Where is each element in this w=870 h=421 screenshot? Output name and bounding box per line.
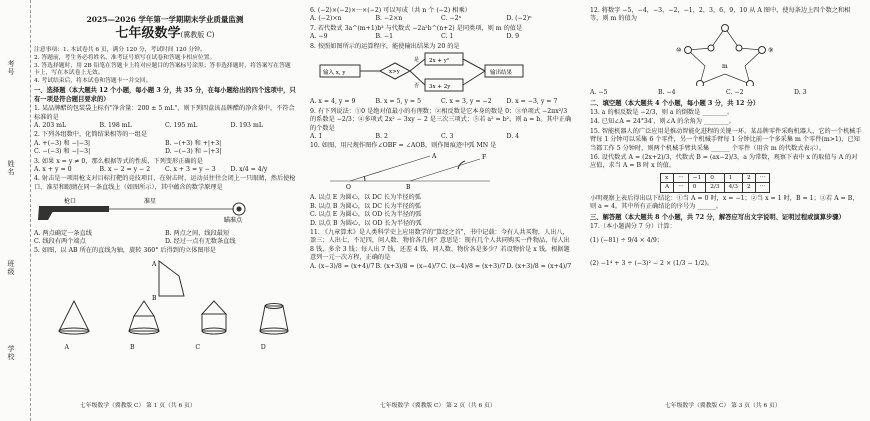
binding-label: 班级 xyxy=(7,260,15,276)
exam-title: 2025—2026 学年第一学期期末学业质量监测 xyxy=(86,15,244,24)
question-1: 1. 某品牌醋的包装袋上标有"净含量：200 ± 5 mL"，则下列四盒该品牌醋的净含量中，不符合标准的是 A. 203 mL B. 198 mL C. 195 mL D. 193 mL xyxy=(34,105,295,129)
page-footer: 七年级数学（冀教版 C） 第 3 页（共 6 页） xyxy=(665,403,781,409)
svg-text:否: 否 xyxy=(414,83,420,90)
question-9: 9. 有下列说法：①0 是绝对值最小的有理数；②相反数是它本身的数是 0；③单项式 −2πx²/3 的系数是 −2/3；④多项式 2x² − 3xy − 2 是三次三项式；⑤若 a² = b²，则 a = b。其中正确的个数是 A. 1 B. 2 C. 3 D. 4 xyxy=(310,107,572,141)
solid-figures xyxy=(34,256,294,341)
svg-text:m: m xyxy=(722,62,728,70)
question-3: 3. 如果 x = y ≠ 0，那么根据等式的性质，下列变形正确的是 A. x + y = 0 B. x − 2 = y − 2 C. x + 3 = y − 3 D. x/4 = 4/y xyxy=(34,157,268,174)
question-10: 10. 如图，用尺规作图作∠OBF = ∠AOB，则作图痕迹中弧 MN 是 O B A F A. 以点 E 为圆心，以 DC 长为半径的弧 B. 以点 B 为圆心，以 DC 长为半径的弧 C. 以点 E 为圆心，以 OD 长为半径的弧 D. 以点 B 为圆心，以 OD 长为半径的弧 xyxy=(310,142,572,227)
question-17-part-1: (1) (−81) ÷ 9/4 × 4/9； xyxy=(590,237,663,245)
svg-text:枪口: 枪口 xyxy=(64,198,77,206)
construction-figure xyxy=(310,151,550,191)
svg-text:准星: 准星 xyxy=(144,198,157,206)
page-2-column xyxy=(310,6,572,272)
page-1-column xyxy=(34,6,296,354)
svg-text:A: A xyxy=(432,152,437,160)
question-13: 13. a 的相反数是 −2/3，则 a 的倒数是 ________。 xyxy=(590,109,734,117)
question-12: 12. 将数字 −5，−4，−3，−2，−1，2，3，6，9，10 从 A 图中，使每条边上四个数之和相等，则 m 的值为 ⑩ ⑨ m A. −5 B. −4 C. −2 D. 3 xyxy=(590,7,862,98)
question-6: 6. (−2)×(−2)×···×(−2) 可以写成（共 n 个 (−2) 相乘） A. (−2)×n B. −2×n C. −2ⁿ D. (−2)ⁿ xyxy=(310,7,532,23)
question-7: 7. 若代数式 3a^(m+1)b³ 与代数式 −2a²b^(n+2) 是同类项，则 m 的值是 A. −9 B. −1 C. 1 D. 9 xyxy=(310,24,523,41)
svg-text:⑨: ⑨ xyxy=(768,46,774,54)
binding-label: 学校 xyxy=(7,345,15,361)
question-16: 16. 设代数式 A = (2x+2)/3，代数式 B = (ax−2)/3，a 为常数，观察下表中 x 的取值与 A 的对应值，求当 A = B 时 x 的值。 xyxy=(590,154,858,170)
question-15: 15. 智能机器人的广泛应用是推动智能化进程的关键一环。某品牌零件采购机器人，它的一个机械手臂每 1 分钟可以采集 6 个零件，另一个机械手臂每 1 分钟比前一个多采集 m 个零件(m>1)，已知当都工作 5 分钟时，则两个机械手臂共采集 ______ 个零件（用含 m 的代数式表示）。 xyxy=(590,127,862,152)
svg-text:F: F xyxy=(482,153,487,161)
question-11: 11. 《九章算术》是人类科学史上应用数学的"算经之首"，书中记载：今有人共买物，人出八，盈三；人出七，不足四，问人数、物价各几何？意思是：现有几个人共同购买一件物品，每人出 8 钱，多余 3 钱；每人出 7 钱，还差 4 钱，问人数、物价各是多少？若设物价是 x 钱，根据题意列一元一次方程，正确的是 A. (x−3)/8 = (x+4)/7 B. (x+3)/8 = (x−4)/7 C. (x−4)/8 = (x+3)/7 D. (x+3)/8 = (x+4)/7 xyxy=(310,228,572,270)
value-table: x ··· −1 0 1 2 ··· A ··· 0 2/3 4/3 2 ··· xyxy=(660,173,770,193)
svg-text:是: 是 xyxy=(414,57,420,64)
svg-text:2x + y²: 2x + y² xyxy=(429,58,450,65)
rifle-figure xyxy=(34,194,264,224)
svg-text:O: O xyxy=(346,183,351,191)
svg-text:输出结果: 输出结果 xyxy=(490,70,513,77)
question-16-conclusion: 小明观察上表后得出以下结论：①当 A = 0 时，x = −1；②当 x = 1 时，B = 1；③若 A = B，则 a = 4。其中所有正确结论的序号为 ______。 xyxy=(590,194,859,211)
binding-strip xyxy=(0,0,31,421)
svg-text:⑩: ⑩ xyxy=(676,46,682,54)
question-4: 4. 射击是一项用枪支对目标打靶的竞技项目，在射击时，运动员往往会闭上一只眼睛，然后使枪口、准星和眼睛在同一条直线上（如图所示），其中蕴含的数学原理是 枪口 准星 瞄准点 A. 两点确定一条直线 B. 两点之间，线段最短 C. 线段有两个端点 D. 经过一点有无数条直线 xyxy=(34,175,296,246)
question-17: 17.（本小题满分 7 分）计算： xyxy=(590,222,676,230)
binding-label: 姓名 xyxy=(7,160,15,176)
star-figure xyxy=(590,24,860,86)
svg-text:A: A xyxy=(152,260,157,268)
svg-text:输入 x, y: 输入 x, y xyxy=(323,70,346,77)
binding-label: 考号 xyxy=(7,60,15,76)
question-5: 5. 如图，以 AB 所在的直线为轴，旋转 360° 后得到的立体图形是 A B A B C D xyxy=(34,247,296,352)
page-footer: 七年级数学（冀教版 C） 第 1 页（共 6 页） xyxy=(80,403,196,409)
exam-notes: 注意事项：1. 本试卷共 6 页，满分 120 分，考试时间 120 分钟。 2. 答题前，考生务必将姓名、准考证号填写在试卷和答题卡相应位置。 3. 答选择题时，用 2B 铅笔在答题卡上将对应题目的答案标号涂黑；答非选择题时，将答案写在答题卡上，写在本试卷上无效。 4. 考试结束后，将本试卷和答题卡一并交回。 xyxy=(34,47,291,84)
subject-title: 七年级数学(冀教版 C) xyxy=(115,26,215,42)
question-17-part-2: (2) −1⁴ + 3 ÷ (−3)² − 2 × (1/3 − 1/2)。 xyxy=(590,259,714,267)
page-3-column xyxy=(590,6,862,269)
question-14: 14. 已知∠A = 24°34′，则∠A 的余角为 ________。 xyxy=(590,118,735,126)
svg-text:瞄准点: 瞄准点 xyxy=(224,217,243,225)
question-2: 2. 下列各组数中，化简结果相等的一组是 A. +(−3) 和 −|−3| B. −(+3) 和 +|+3| C. −(−3) 和 −|−3| D. −(−3) 和 −|+3| xyxy=(34,131,222,156)
svg-text:x>y: x>y xyxy=(389,69,400,76)
flowchart-figure xyxy=(310,51,550,95)
section-heading: 一、选择题（本大题共 12 个小题，每小题 3 分，共 35 分，在每小题给出的四个选项中，只有一项是符合题目要求的） xyxy=(34,87,296,103)
svg-text:B: B xyxy=(406,183,411,191)
page-footer: 七年级数学（冀教版 C） 第 2 页（共 6 页） xyxy=(380,403,496,409)
svg-text:3x + 2y: 3x + 2y xyxy=(429,84,451,91)
svg-text:B: B xyxy=(152,294,157,302)
section-heading: 三、解答题（本大题共 8 个小题，共 72 分，解答应写出文字说明、证明过程或演算步骤） xyxy=(590,213,845,221)
section-heading: 二、填空题（本大题共 4 个小题，每小题 3 分，共 12 分） xyxy=(590,99,760,107)
question-8: 8. 按照如图所示的运算程序，能使输出结果为 20 的是 输入 x, y x>y 是 否 2x + y² 3x + 2y 输出结果 A. x = 4, y = 9 B. x = 5, y = 5 C. x = 3, y = −2 D. x = −3, y = 7 xyxy=(310,42,558,106)
